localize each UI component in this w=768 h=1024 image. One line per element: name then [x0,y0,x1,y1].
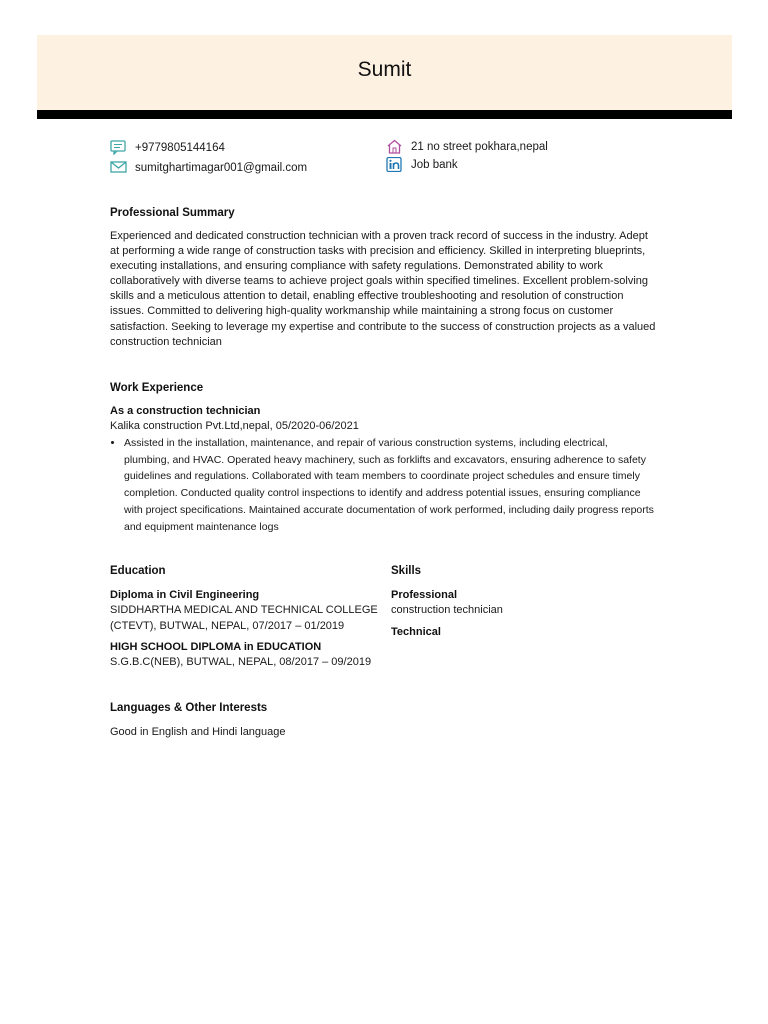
education-detail-1: SIDDHARTHA MEDICAL AND TECHNICAL COLLEGE (CTEVT), BUTWAL, NEPAL, 07/2017 – 01/2019 [110,604,378,632]
education-degree-1: Diploma in Civil Engineering [110,589,260,601]
contact-email[interactable] [110,160,307,175]
home-icon [386,139,403,154]
skills-heading: Skills [391,565,422,577]
skills-group-heading: Professional [391,589,458,601]
candidate-name: Sumit [357,58,412,81]
email-text[interactable]: sumitghartimagar001@gmail.com [135,161,308,174]
education-detail-2: S.G.B.C(NEB), BUTWAL, NEPAL, 08/2017 – 09/2019 [110,656,372,668]
header-divider [37,110,732,119]
skills-group-value: construction technician [391,604,503,616]
experience-role: As a construction technician [110,405,261,417]
envelope-icon [110,160,127,175]
languages-text: Good in English and Hindi language [110,726,286,738]
linkedin-text[interactable]: Job bank [411,158,458,171]
education-degree-2: HIGH SCHOOL DIPLOMA in EDUCATION [110,641,322,653]
summary-heading: Professional Summary [110,207,235,219]
header-band [37,35,732,110]
linkedin-icon [386,157,403,172]
experience-company: Kalika construction Pvt.Ltd,nepal, 05/2020-06/2021 [110,420,359,432]
experience-heading: Work Experience [110,382,204,394]
languages-heading: Languages & Other Interests [110,702,268,714]
chat-icon [110,140,127,155]
contact-phone [110,140,225,155]
skills-group-heading: Technical [391,626,441,638]
address-text: 21 no street pokhara,nepal [411,140,548,153]
education-heading: Education [110,565,166,577]
contact-linkedin[interactable] [386,157,458,172]
summary-paragraph: Experienced and dedicated construction technician with a proven track record of success in the industry. Adept at performing a wide range of construction tasks with precision and efficiency. Skilled in interpreting blueprints, executing installations, and ensuring compliance with safety regulations. Demonstrated ability to work collaboratively with diverse teams to achieve project goals within specified timelines. Excellent problem-solving skills and a meticulous attention to detail, enabling effective troubleshooting and resolution of construction issues. Committed to delivering high-quality workmanship while maintaining a strong focus on customer satisfaction. Seeking to leverage my expertise and contribute to the success of construction projects as a valued construction technician [110,230,656,348]
phone-text: +9779805144164 [135,141,225,154]
contact-address [386,139,548,154]
experience-bullets [110,435,654,535]
list-item: • Assisted in the installation, maintenance, and repair of various construction systems, including electrical, plumbing, and HVAC. Operated heavy machinery, such as forklifts and excavators, ensuring adherence to safety guidelines and regulations. Collaborated with team members to coordinate project schedules and ensure timely completion. Conducted quality control inspections to identify and address potential issues, ensuring compliance with project specifications. Maintained accurate documentation of work performed, including daily progress reports and equipment maintenance logs [124,435,654,535]
